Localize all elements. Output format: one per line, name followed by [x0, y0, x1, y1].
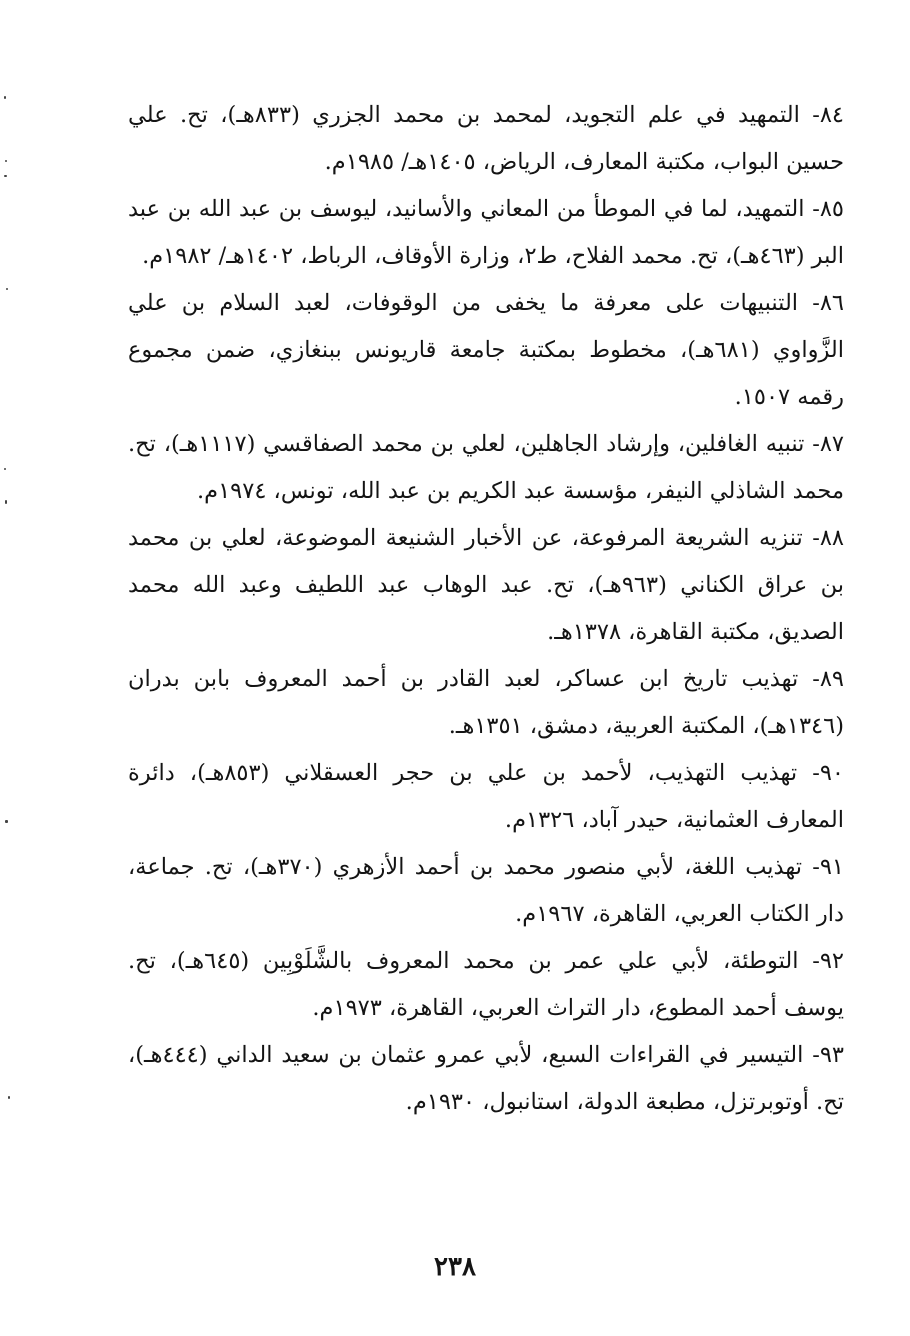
- margin-mark: [5, 500, 7, 504]
- bibliography-entry: [128, 1032, 844, 1126]
- entry-text: تنزيه الشريعة المرفوعة، عن الأخبار الشنيعة الموضوعة، لعلي بن محمد بن عراق الكناني (٩٦٣هـ)، تح. عبد الوهاب عبد اللطيف وعبد الله محمد الصديق، مكتبة القاهرة، ١٣٧٨هـ.: [128, 525, 844, 645]
- margin-mark: [4, 96, 6, 99]
- page-number: ٢٣٨: [434, 1252, 476, 1282]
- entry-number: ٨٦-: [812, 290, 845, 316]
- entry-number: ٨٥-: [812, 196, 844, 222]
- entry-text: تنبيه الغافلين، وإرشاد الجاهلين، لعلي بن محمد الصفاقسي (١١١٧هـ)، تح. محمد الشاذلي النيفر، مؤسسة عبد الكريم بن عبد الله، تونس، ١٩٧٤م.: [128, 431, 844, 504]
- entry-number: ٨٨-: [812, 525, 844, 551]
- entry-text: التمهيد، لما في الموطأ من المعاني والأسانيد، ليوسف بن عبد الله بن عبد البر (٤٦٣هـ)، تح. محمد الفلاح، ط٢، وزارة الأوقاف، الرباط، ١٤٠٢هـ/ ١٩٨٢م.: [128, 196, 844, 269]
- bibliography-list: [128, 92, 844, 1126]
- bibliography-entry: [128, 92, 844, 186]
- entry-text: التنبيهات على معرفة ما يخفى من الوقوفات، لعبد السلام بن علي الزَّواوي (٦٨١هـ)، مخطوط بمكتبة جامعة قاريونس ببنغازي، ضمن مجموع رقمه ١٥٠٧.: [128, 290, 844, 410]
- entry-number: ٩٣-: [812, 1042, 845, 1068]
- entry-number: ٨٧-: [812, 431, 844, 457]
- bibliography-entry: [128, 515, 844, 656]
- entry-number: ٨٤-: [812, 102, 845, 128]
- margin-mark: [6, 288, 8, 290]
- entry-number: ٩٠-: [812, 760, 844, 786]
- bibliography-entry: [128, 750, 844, 844]
- entry-text: التوطئة، لأبي علي عمر بن محمد المعروف بالشَّلَوْبِين (٦٤٥هـ)، تح. يوسف أحمد المطوع، دار التراث العربي، القاهرة، ١٩٧٣م.: [128, 948, 844, 1021]
- bibliography-entry: [128, 186, 844, 280]
- margin-mark: [4, 175, 7, 177]
- entry-text: تهذيب اللغة، لأبي منصور محمد بن أحمد الأزهري (٣٧٠هـ)، تح. جماعة، دار الكتاب العربي، القاهرة، ١٩٦٧م.: [128, 854, 844, 927]
- entry-text: التيسير في القراءات السبع، لأبي عمرو عثمان بن سعيد الداني (٤٤٤هـ)، تح. أوتوبرتزل، مطبعة الدولة، استانبول، ١٩٣٠م.: [128, 1042, 844, 1115]
- margin-mark: [5, 160, 7, 162]
- entry-number: ٩١-: [812, 854, 844, 880]
- bibliography-entry: [128, 421, 844, 515]
- bibliography-entry: [128, 656, 844, 750]
- entry-number: ٩٢-: [812, 948, 845, 974]
- margin-mark: [5, 820, 8, 823]
- margin-mark: [4, 468, 6, 470]
- bibliography-entry: [128, 844, 844, 938]
- entry-number: ٨٩-: [812, 666, 845, 692]
- bibliography-entry: [128, 938, 844, 1032]
- entry-text: التمهيد في علم التجويد، لمحمد بن محمد الجزري (٨٣٣هـ)، تح. علي حسين البواب، مكتبة المعارف، الرياض، ١٤٠٥هـ/ ١٩٨٥م.: [128, 102, 844, 175]
- margin-mark: [8, 1096, 10, 1099]
- entry-text: تهذيب تاريخ ابن عساكر، لعبد القادر بن أحمد المعروف بابن بدران (١٣٤٦هـ)، المكتبة العربية، دمشق، ١٣٥١هـ.: [128, 666, 844, 739]
- entry-text: تهذيب التهذيب، لأحمد بن علي بن حجر العسقلاني (٨٥٣هـ)، دائرة المعارف العثمانية، حيدر آباد، ١٣٢٦م.: [128, 760, 844, 833]
- bibliography-entry: [128, 280, 844, 421]
